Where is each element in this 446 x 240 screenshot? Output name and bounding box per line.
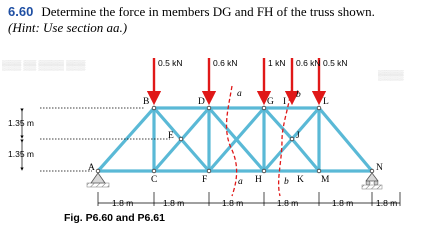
member-LN xyxy=(319,108,372,171)
joint-label-H: H xyxy=(255,175,262,185)
span-label: 1.8 m xyxy=(112,198,134,208)
load-label: 0.6 kN xyxy=(213,58,238,68)
span-label: 1.8 m xyxy=(376,198,398,208)
joint-label-N: N xyxy=(376,163,383,173)
problem-hint: (Hint: Use section aa.) xyxy=(8,20,128,35)
joint-label-M: M xyxy=(321,175,330,185)
span-label: 1.8 m xyxy=(277,198,299,208)
load-labels xyxy=(158,58,348,68)
member-JM xyxy=(292,139,319,171)
section-mark-b-top: b xyxy=(296,90,301,100)
problem-text: Determine the force in members DG and FH of the truss shown. xyxy=(41,4,375,19)
bleed-through-left: ▒▒▒ ▒▒ ▒▒▒▒ ▒▒▒ xyxy=(2,60,86,70)
joint-label-E: E xyxy=(168,131,174,141)
joint-label-A: A xyxy=(88,163,95,173)
member-IJ xyxy=(264,108,292,139)
height-dimensions xyxy=(22,108,170,171)
load-label: 0.5 kN xyxy=(323,58,348,68)
load-label: 1 kN xyxy=(268,58,286,68)
joint-label-K: K xyxy=(297,175,304,185)
truss-members xyxy=(98,108,372,171)
joint-label-B: B xyxy=(143,97,150,107)
joint-label-F: F xyxy=(202,175,208,185)
member-EF xyxy=(181,139,209,171)
section-mark-a-bottom: a xyxy=(238,177,243,187)
span-label: 1.8 m xyxy=(222,198,244,208)
load-label: 0.5 kN xyxy=(158,58,183,68)
pin-support-A xyxy=(87,173,109,187)
joint-label-L: L xyxy=(323,97,329,107)
member-JK xyxy=(264,139,292,171)
load-label: 0.6 kN xyxy=(296,58,321,68)
member-AB xyxy=(98,108,154,171)
section-mark-b-bottom: b xyxy=(284,177,289,187)
joint-label-C: C xyxy=(151,175,158,185)
height-label: 1.35 m xyxy=(8,149,34,159)
joint-label-I: I xyxy=(283,97,287,107)
joint-label-D: D xyxy=(198,97,205,107)
span-label: 1.8 m xyxy=(163,198,185,208)
joint-label-G: G xyxy=(267,97,274,107)
section-mark-a-top: a xyxy=(237,89,242,99)
figure-caption: Fig. P6.60 and P6.61 xyxy=(64,212,165,224)
problem-number: 6.60 xyxy=(8,4,34,19)
span-dimensions xyxy=(98,192,400,206)
span-label: 1.8 m xyxy=(332,198,354,208)
height-label: 1.35 m xyxy=(8,118,34,128)
roller-support-N xyxy=(362,173,382,189)
bleed-through-right: ▒▒▒▒ xyxy=(378,70,404,80)
joint-label-J: J xyxy=(296,131,300,141)
